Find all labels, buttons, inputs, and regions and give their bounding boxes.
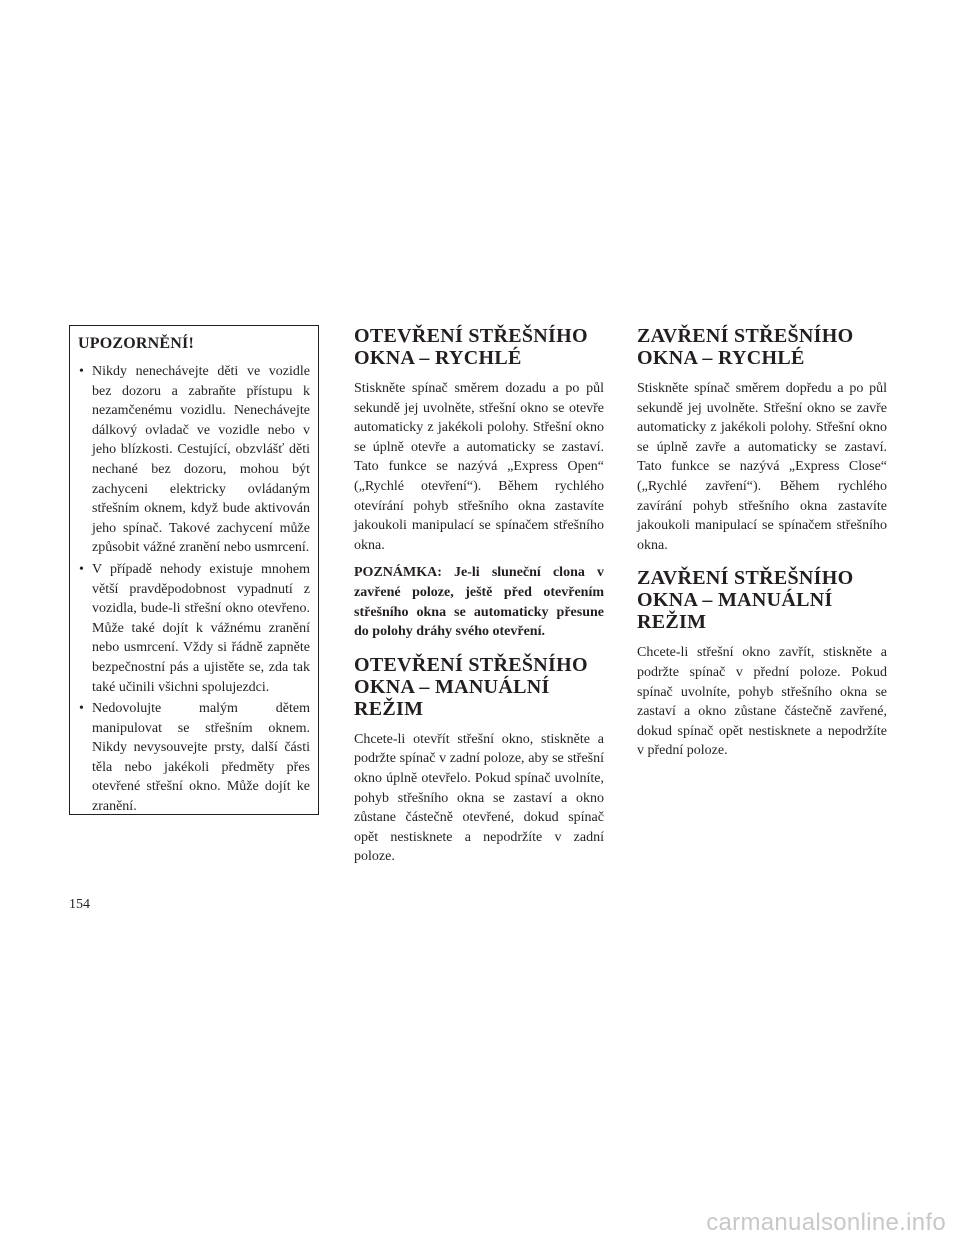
express-open-body: Stiskněte spínač směrem dozadu a po půl sekundě jej uvolněte, střešní okno se otevře automaticky z jakékoli polohy. Střešní okno se úplně otevře a automaticky se zastaví. Tato funkce se nazývá „Express Open“ („Rychlé otevření“). Během rychlého otevírání pohyb střešního okna zastavíte jakoukoli manipulací se spínačem střešního okna.	[354, 381, 604, 553]
express-close-heading: ZAVŘENÍ STŘEŠNÍHO OKNA – RYCHLÉ	[637, 325, 854, 369]
express-close-body: Stiskněte spínač směrem dopředu a po půl sekundě jej uvolněte. Střešní okno se zavře automaticky z jakékoli polohy. Střešní okno se úplně zavře a automaticky se zastaví. Tato funkce se nazývá „Express Close“ („Rychlé zavření“). Během rychlého zavírání pohyb střešního okna zastavíte jakoukoli manipulací se spínačem střešního okna.	[637, 381, 887, 553]
warning-bullet-text: Nikdy nenechávejte děti ve vozidle bez dozoru a zabraňte přístupu k nezamčenému vozidlu. Nenechávejte dálkový ovladač ve vozidle nebo v jeho blízkosti. Cestující, obzvlášť děti nechané bez dozoru, mohou být zachyceni elektricky ovládaným střešním oknem, když bude aktivován jeho spínač. Takové zachycení může způsobit vážné zranění nebo usmrcení.	[92, 364, 310, 556]
manual-open-heading: OTEVŘENÍ STŘEŠNÍHO OKNA – MANUÁLNÍ REŽIM	[354, 653, 588, 720]
watermark: carmanualsonline.info	[706, 1209, 946, 1236]
manual-close-heading: ZAVŘENÍ STŘEŠNÍHO OKNA – MANUÁLNÍ REŽIM	[637, 567, 854, 634]
warning-bullet	[78, 362, 310, 558]
warning-bullet-text: V případě nehody existuje mnohem větší pravděpodobnost vypadnutí z vozidla, bude-li střešní okno otevřeno. Může také dojít k vážnému zranění nebo usmrcení. Vždy si řádně zapněte bezpečnostní pás a ujistěte se, zda tak také učinili všichni spolujezdci.	[92, 561, 310, 695]
bullet-icon: •	[79, 561, 84, 577]
bullet-icon: •	[79, 701, 84, 717]
middle-column	[354, 325, 604, 875]
right-column	[637, 325, 887, 769]
bullet-icon: •	[79, 364, 84, 379]
manual-close-body: Chcete-li střešní okno zavřít, stiskněte a podržte spínač v přední poloze. Pokud spínač uvolníte, pohyb střešního okna se zastaví a okno zůstane částečně zavřené, dokud spínač opět nestisknete a nepodržíte v přední poloze.	[637, 645, 887, 759]
page-number: 154	[69, 897, 90, 912]
left-column	[69, 325, 319, 815]
warning-title: UPOZORNĚNÍ!	[78, 335, 194, 352]
warning-box	[69, 325, 319, 815]
manual-open-body: Chcete-li otevřít střešní okno, stiskněte a podržte spínač v zadní poloze, aby se střešní okno úplně otevřelo. Pokud spínač uvolníte, pohyb střešního okna se zastaví a okno zůstane částečně otevřené, dokud spínač opět nestisknete a nepodržíte v zadní poloze.	[354, 731, 604, 865]
warning-bullet	[78, 560, 310, 697]
warning-bullet-text: Nedovolujte malým dětem manipulovat se střešním oknem. Nikdy nevysouvejte prsty, další části těla nebo jakékoli předměty přes otevřené střešní okno. Může dojít ke zranění.	[92, 701, 310, 815]
express-open-heading: OTEVŘENÍ STŘEŠNÍHO OKNA – RYCHLÉ	[354, 325, 588, 369]
express-open-note: POZNÁMKA: Je-li sluneční clona v zavřené poloze, ještě před otevřením střešního okna se automaticky přesune do polohy dráhy svého otevření.	[354, 565, 604, 640]
warning-bullet	[78, 699, 310, 817]
warning-list	[78, 362, 310, 817]
